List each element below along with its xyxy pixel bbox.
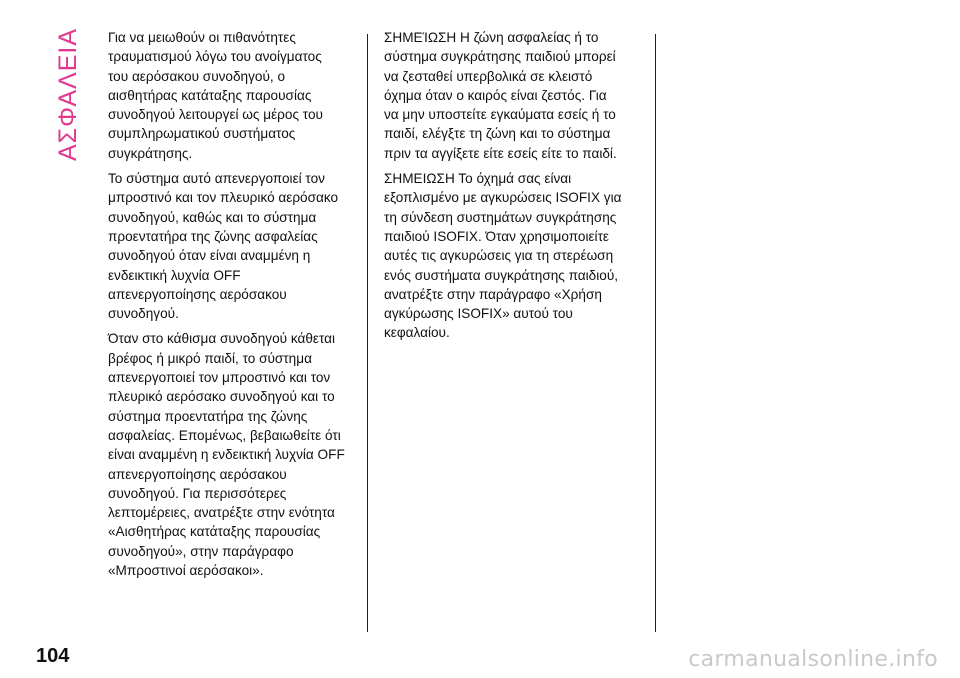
- column-divider: [655, 34, 656, 632]
- text-line: συνοδηγού όταν είναι αναμμένη η: [108, 248, 311, 264]
- text-line: απενεργοποίησης αερόσακου: [108, 286, 287, 302]
- text-line: συνοδηγού, καθώς και το σύστημα: [108, 209, 317, 225]
- text-line: Το σύστημα αυτό απενεργοποιεί τον: [108, 171, 325, 187]
- text-line: συνοδηγού», στην παράγραφο: [108, 543, 294, 559]
- text-line: «Αισθητήρας κατάταξης παρουσίας: [108, 524, 321, 540]
- text-line: Όταν στο κάθισμα συνοδηγού κάθεται: [108, 331, 336, 347]
- text-line: όχημα όταν ο καιρός είναι ζεστός. Για: [384, 87, 607, 103]
- text-line: συγκράτησης.: [108, 145, 193, 161]
- text-line: ΣΗΜΕΊΩΣΗ Η ζώνη ασφαλείας ή το: [384, 30, 599, 45]
- page-number: 104: [36, 645, 70, 667]
- left-text-column: [108, 28, 358, 586]
- text-line: ανατρέξτε στην παράγραφο «Χρήση: [384, 286, 602, 302]
- text-line: να μην υποστείτε εγκαύματα εσείς ή το: [384, 107, 616, 123]
- text-line: να ζεσταθεί υπερβολικά σε κλειστό: [384, 68, 593, 84]
- note-paragraph: [384, 28, 646, 163]
- text-line: αισθητήρας κατάταξης παρουσίας: [108, 87, 312, 103]
- text-line: Για να μειωθούν οι πιθανότητες: [108, 30, 296, 45]
- text-line: τραυματισμού λόγω του ανοίγματος: [108, 49, 322, 65]
- paragraph: [108, 28, 358, 163]
- right-text-column: [384, 28, 646, 349]
- text-line: πριν τα αγγίξετε είτε εσείς είτε το παιδί.: [384, 145, 617, 161]
- text-line: συνοδηγού λειτουργεί ως μέρος του: [108, 107, 323, 123]
- paragraph: [108, 329, 358, 580]
- text-line: εξοπλισμένο με αγκυρώσεις ISOFIX για: [384, 190, 622, 206]
- text-line: συνοδηγού.: [108, 306, 179, 322]
- text-line: αγκύρωσης ISOFIX» αυτού του: [384, 306, 573, 322]
- text-line: συνοδηγού. Για περισσότερες: [108, 485, 287, 501]
- note-paragraph: [384, 169, 646, 343]
- text-line: «Μπροστινοί αερόσακοι».: [108, 563, 264, 579]
- text-line: μπροστινό και τον πλευρικό αερόσακο: [108, 190, 339, 206]
- column-divider: [367, 34, 368, 632]
- text-line: βρέφος ή μικρό παιδί, το σύστημα: [108, 350, 312, 366]
- text-line: παιδί, ελέγξτε τη ζώνη και το σύστημα: [384, 126, 611, 142]
- text-line: είναι αναμμένη η ενδεικτική λυχνία OFF: [108, 447, 345, 463]
- text-line: απενεργοποιεί τον μπροστινό και τον: [108, 370, 331, 386]
- text-line: απενεργοποίησης αερόσακου: [108, 466, 287, 482]
- text-line: προεντατήρα της ζώνης ασφαλείας: [108, 228, 318, 244]
- text-line: παιδιού ISOFIX. Όταν χρησιμοποιείτε: [384, 228, 609, 244]
- text-line: ΣΗΜΕΙΩΣΗ Το όχημά σας είναι: [384, 171, 572, 187]
- text-line: πλευρικό αερόσακο συνοδηγού και το: [108, 389, 335, 405]
- text-line: του αερόσακου συνοδηγού, ο: [108, 68, 286, 84]
- text-line: ενός συστήματα συγκράτησης παιδιού,: [384, 267, 619, 283]
- watermark: carmanualsonline.info: [688, 647, 938, 672]
- text-line: κεφαλαίου.: [384, 325, 450, 341]
- text-line: τη σύνδεση συστημάτων συγκράτησης: [384, 209, 617, 225]
- text-line: ασφαλείας. Επομένως, βεβαιωθείτε ότι: [108, 427, 341, 443]
- section-title: [54, 27, 84, 161]
- paragraph: [108, 169, 358, 323]
- text-line: ενδεικτική λυχνία OFF: [108, 267, 241, 283]
- text-line: σύστημα προεντατήρα της ζώνης: [108, 408, 308, 424]
- text-line: συμπληρωματικού συστήματος: [108, 126, 296, 142]
- text-line: αυτές τις αγκυρώσεις για τη στερέωση: [384, 248, 614, 264]
- section-title-text: ΑΣΦΑΛΕΙΑ: [54, 27, 83, 161]
- text-line: σύστημα συγκράτησης παιδιού μπορεί: [384, 49, 616, 65]
- text-line: λεπτομέρειες, ανατρέξτε στην ενότητα: [108, 505, 335, 521]
